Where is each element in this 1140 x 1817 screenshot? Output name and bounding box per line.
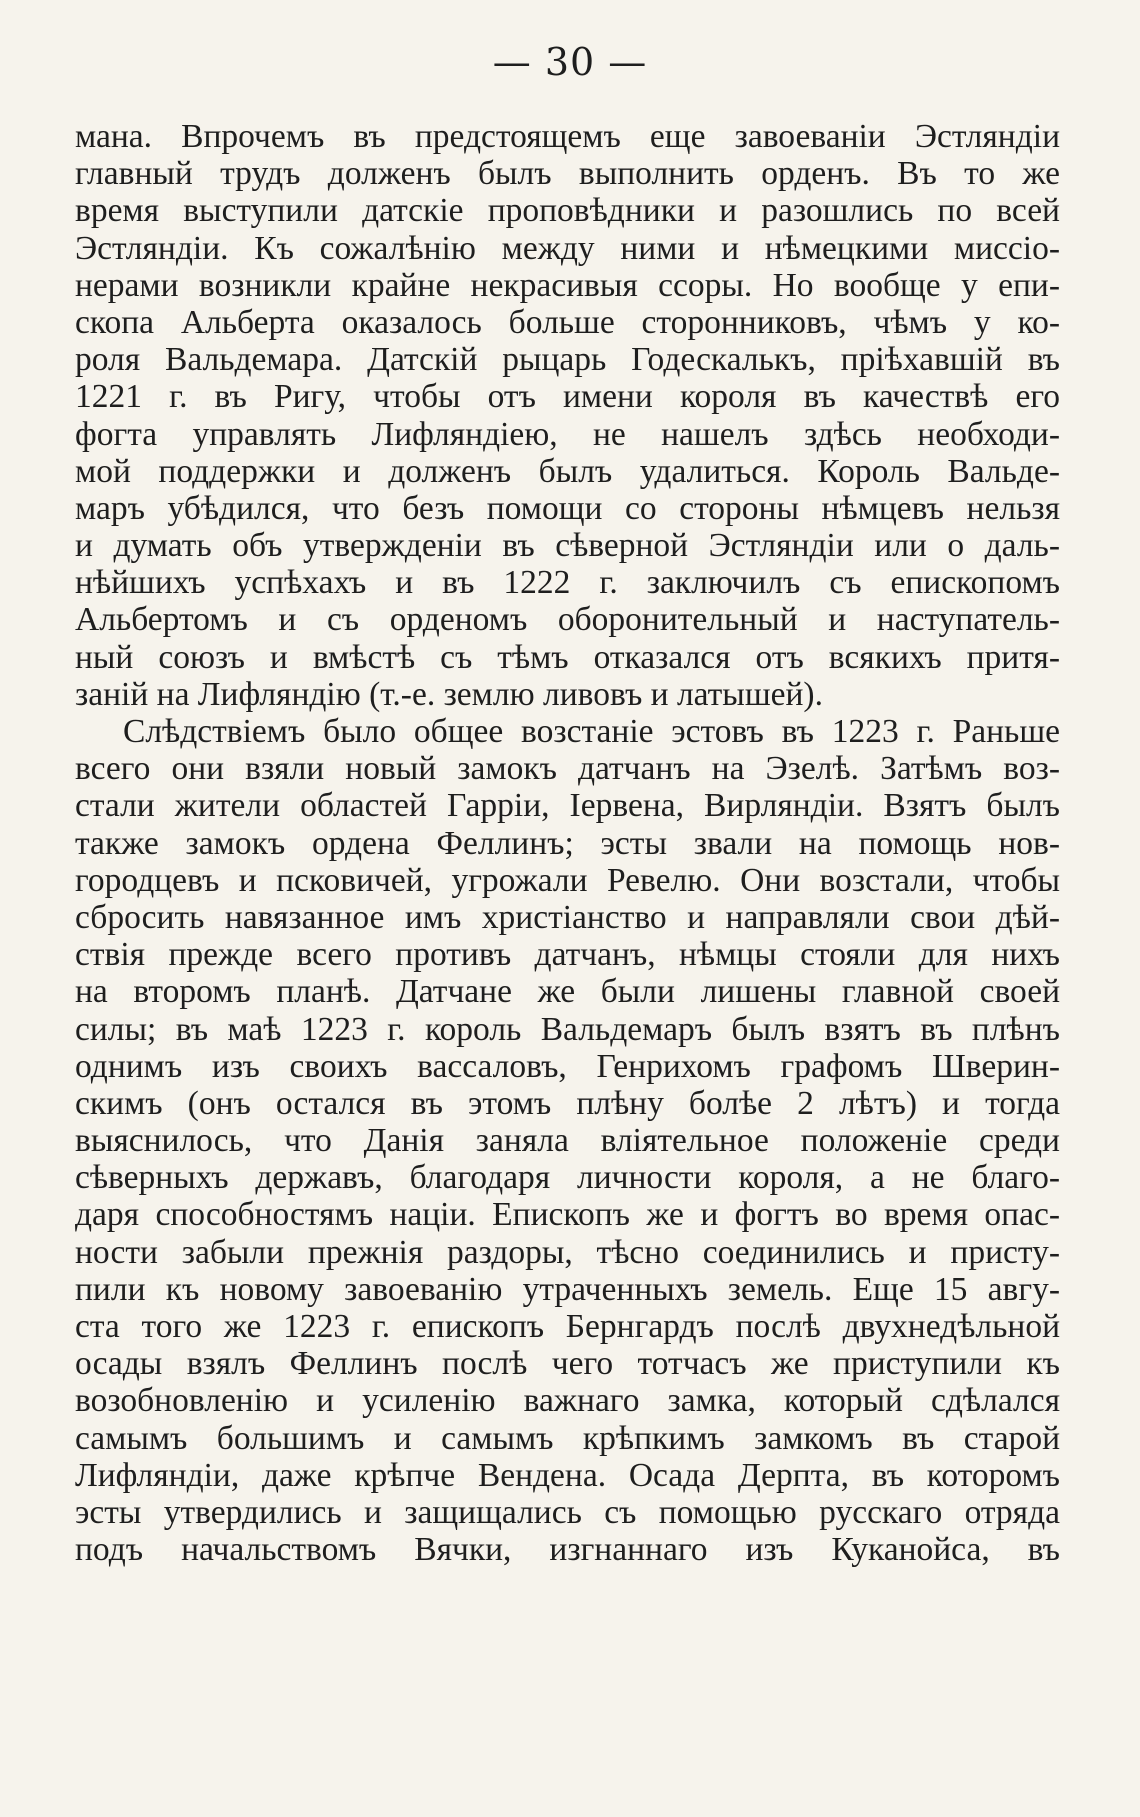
text-line: ный союзъ и вмѣстѣ съ тѣмъ отказался отъ всякихъ притя- bbox=[75, 638, 1060, 676]
paragraph-2 bbox=[75, 713, 1060, 1568]
text-line: главный трудъ долженъ былъ выполнить орденъ. Въ то же bbox=[75, 155, 1060, 193]
text-line: сѣверныхъ державъ, благодаря личности короля, а не благо- bbox=[75, 1159, 1060, 1197]
text-line: осады взялъ Феллинъ послѣ чего тотчасъ же приступили къ bbox=[75, 1345, 1060, 1383]
page-number: — 30 — bbox=[492, 40, 648, 84]
text-line: городцевъ и псковичей, угрожали Ревелю. Они возстали, чтобы bbox=[75, 861, 1060, 899]
text-line: время выступили датскiе проповѣдники и разошлись по всей bbox=[75, 192, 1060, 230]
text-line: пили къ новому завоеванiю утраченныхъ земель. Еще 15 авгу- bbox=[75, 1270, 1060, 1308]
text-line: ности забыли прежнiя раздоры, тѣсно соединились и присту- bbox=[75, 1233, 1060, 1271]
text-line: возобновленiю и усиленiю важнаго замка, который сдѣлался bbox=[75, 1382, 1060, 1420]
text-line: скопа Альберта оказалось больше сторонниковъ, чѣмъ у ко- bbox=[75, 303, 1060, 341]
text-line: выяснилось, что Данiя заняла влiятельное положенiе среди bbox=[75, 1122, 1060, 1160]
text-line: ста того же 1223 г. епископъ Бернгардъ послѣ двухнедѣльной bbox=[75, 1308, 1060, 1345]
text-line: Альбертомъ и съ орденомъ оборонительный и наступатель- bbox=[75, 601, 1060, 639]
text-line: занiй на Лифляндiю (т.-е. землю ливовъ и латышей). bbox=[75, 675, 823, 713]
text-line: сбросить навязанное имъ христiанство и направляли свои дѣй- bbox=[75, 898, 1060, 936]
text-line: стали жители областей Гаррiи, Iервена, Вирляндiи. Взятъ былъ bbox=[75, 787, 1060, 825]
text-line: Слѣдствiемъ было общее возстанiе эстовъ въ 1223 г. Раньше bbox=[123, 713, 1060, 750]
text-line: Лифляндiи, даже крѣпче Вендена. Осада Дерпта, въ которомъ bbox=[75, 1456, 1060, 1494]
text-line: всего они взяли новый замокъ датчанъ на Эзелѣ. Затѣмъ воз- bbox=[75, 750, 1060, 788]
text-line: 1221 г. въ Ригу, чтобы отъ имени короля въ качествѣ его bbox=[75, 378, 1060, 416]
text-line: самымъ большимъ и самымъ крѣпкимъ замкомъ въ старой bbox=[75, 1419, 1060, 1457]
text-line: также замокъ ордена Феллинъ; эсты звали на помощь нов- bbox=[75, 824, 1060, 862]
text-line: фогта управлять Лифляндiею, не нашелъ здѣсь необходи- bbox=[75, 415, 1060, 453]
text-line: мой поддержки и долженъ былъ удалиться. Король Вальде- bbox=[75, 452, 1060, 490]
text-line: роля Вальдемара. Датскiй рыцарь Годескалькъ, прiѣхавшiй въ bbox=[75, 341, 1060, 379]
text-line: эсты утвердились и защищались съ помощью русскаго отряда bbox=[75, 1493, 1060, 1531]
text-line: даря способностямъ нацiи. Епископъ же и фогтъ во время опас- bbox=[75, 1196, 1060, 1234]
paragraph-1 bbox=[75, 118, 1060, 713]
text-line: силы; въ маѣ 1223 г. король Вальдемаръ былъ взятъ въ плѣнъ bbox=[75, 1010, 1060, 1048]
text-line: и думать объ утвержденiи въ сѣверной Эстляндiи или о даль- bbox=[75, 527, 1060, 565]
text-line: подъ начальствомъ Вячки, изгнаннаго изъ Куканойса, въ bbox=[75, 1531, 1060, 1569]
text-line: нерами возникли крайне некрасивыя ссоры. Но вообще у епи- bbox=[75, 266, 1060, 304]
text-line: скимъ (онъ остался въ этомъ плѣну болѣе 2 лѣтъ) и тогда bbox=[75, 1084, 1060, 1122]
text-line: однимъ изъ своихъ вассаловъ, Генрихомъ графомъ Шверин- bbox=[75, 1047, 1060, 1085]
text-line: мана. Впрочемъ въ предстоящемъ еще завоеванiи Эстляндiи bbox=[75, 118, 1060, 155]
text-line: на второмъ планѣ. Датчане же были лишены главной своей bbox=[75, 973, 1060, 1011]
text-line: маръ убѣдился, что безъ помощи со стороны нѣмцевъ нельзя bbox=[75, 489, 1060, 527]
text-line: Эстляндiи. Къ сожалѣнiю между ними и нѣмецкими миссiо- bbox=[75, 229, 1060, 267]
text-line: нѣйшихъ успѣхахъ и въ 1222 г. заключилъ съ епископомъ bbox=[75, 564, 1060, 602]
text-line: ствiя прежде всего противъ датчанъ, нѣмцы стояли для нихъ bbox=[75, 936, 1060, 974]
body-text bbox=[75, 118, 1060, 1568]
